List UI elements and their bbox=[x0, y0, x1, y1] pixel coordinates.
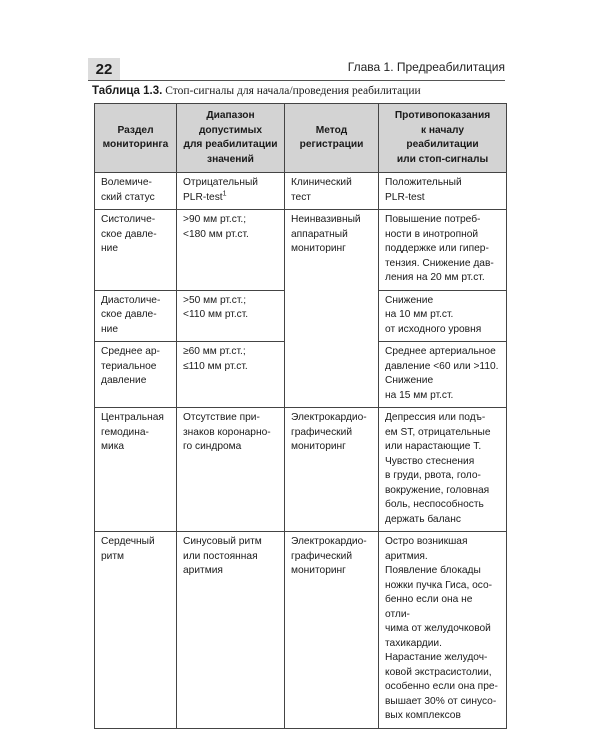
table-row bbox=[95, 342, 507, 408]
column-header-section: Раздел мониторинга bbox=[95, 104, 177, 173]
table-row bbox=[95, 290, 507, 342]
page-number: 22 bbox=[88, 58, 120, 80]
cell-range: >90 мм рт.ст.; <180 мм рт.ст. bbox=[177, 210, 285, 291]
table-row bbox=[95, 532, 507, 729]
cell-contraindications: Положительный PLR-test bbox=[379, 173, 507, 210]
cell-range: ≥60 мм рт.ст.; ≤110 мм рт.ст. bbox=[177, 342, 285, 408]
cell-method: Электрокардио- графический мониторинг bbox=[285, 408, 379, 532]
cell-contraindications: Среднее артериальное давление <60 или >110. Снижение на 15 мм рт.ст. bbox=[379, 342, 507, 408]
cell-section: Среднее ар- териальное давление bbox=[95, 342, 177, 408]
table-row bbox=[95, 210, 507, 291]
table-row bbox=[95, 173, 507, 210]
cell-section: Сердечный ритм bbox=[95, 532, 177, 729]
column-header-contraindications: Противопоказания к началу реабилитации или стоп-сигналы bbox=[379, 104, 507, 173]
table-caption bbox=[92, 85, 421, 97]
running-head: Глава 1. Предреабилитация bbox=[347, 60, 505, 74]
cell-section: Систоличе- ское давле- ние bbox=[95, 210, 177, 291]
cell-range: Отсутствие при- знаков коронарно- го синдрома bbox=[177, 408, 285, 532]
cell-section: Волемиче- ский статус bbox=[95, 173, 177, 210]
table-row bbox=[95, 408, 507, 532]
table-caption-text: Стоп-сигналы для начала/проведения реабилитации bbox=[165, 85, 421, 97]
cell-section: Диастоличе- ское давле- ние bbox=[95, 290, 177, 342]
table-header-row bbox=[95, 104, 507, 173]
cell-contraindications: Повышение потреб- ности в инотропной поддержке или гипер- тензия. Снижение дав- ления на 20 мм рт.ст. bbox=[379, 210, 507, 291]
cell-method: Клинический тест bbox=[285, 173, 379, 210]
cell-method-continued bbox=[285, 290, 379, 342]
column-header-method: Метод регистрации bbox=[285, 104, 379, 173]
cell-method: Неинвазивный аппаратный мониторинг bbox=[285, 210, 379, 291]
cell-method-continued bbox=[285, 342, 379, 408]
cell-range: >50 мм рт.ст.; <110 мм рт.ст. bbox=[177, 290, 285, 342]
footnote-marker: 1 bbox=[222, 190, 227, 198]
header-rule bbox=[88, 80, 505, 81]
cell-section: Центральная гемодина- мика bbox=[95, 408, 177, 532]
table-caption-label: Таблица 1.3. bbox=[92, 85, 163, 97]
cell-contraindications: Депрессия или подъ- ем ST, отрицательные или нарастающие T. Чувство стеснения в груди, рвота, голо- вокружение, головная боль, неспособность держать баланс bbox=[379, 408, 507, 532]
cell-method: Электрокардио- графический мониторинг bbox=[285, 532, 379, 729]
cell-range: Синусовый ритм или постоянная аритмия bbox=[177, 532, 285, 729]
cell-range: Отрицательный PLR-test$^1$ bbox=[177, 173, 285, 210]
cell-contraindications: Остро возникшая аритмия. Появление блокады ножки пучка Гиса, осо- бенно если она не отли- чима от желудочковой тахикардии. Нарастание желудоч- ковой экстрасистолии, особенно если она пре- вышает 30% от синусо- вых комплексов bbox=[379, 532, 507, 729]
stop-signals-table bbox=[94, 103, 507, 729]
column-header-range: Диапазон допустимых для реабилитации значений bbox=[177, 104, 285, 173]
cell-contraindications: Снижение на 10 мм рт.ст. от исходного уровня bbox=[379, 290, 507, 342]
